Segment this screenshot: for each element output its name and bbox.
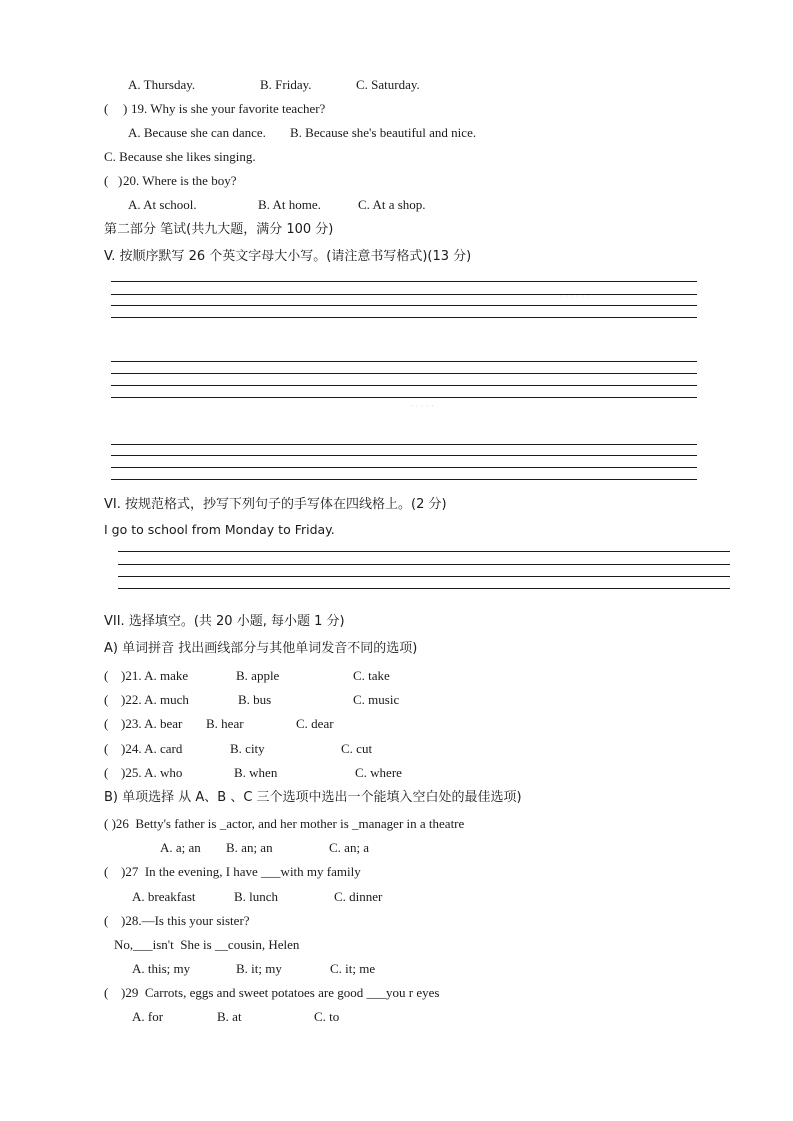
option-b: B. apple bbox=[236, 668, 280, 683]
section5-heading: V. 按顺序默写 26 个英文字母大小写。(请注意书写格式)(13 分) bbox=[104, 249, 472, 264]
answer-paren-open: ( bbox=[104, 101, 109, 116]
grid-line bbox=[111, 385, 697, 386]
option-c: C. dear bbox=[296, 716, 334, 731]
option-c: C. music bbox=[353, 692, 400, 707]
grid-line bbox=[111, 373, 697, 374]
answer-paren-open: ( bbox=[104, 173, 109, 188]
q18-option-c: C. Saturday. bbox=[356, 77, 420, 92]
answer-paren-close: ) bbox=[123, 101, 128, 116]
grid-line bbox=[118, 564, 730, 565]
grid-line bbox=[111, 294, 697, 295]
option-b: B. at bbox=[217, 1009, 242, 1024]
answer-paren-open: ( bbox=[104, 985, 109, 1000]
grid-line bbox=[111, 305, 697, 306]
grid-line bbox=[111, 281, 697, 282]
option-b: B. hear bbox=[206, 716, 244, 731]
grid-line bbox=[118, 576, 730, 577]
option-c: C. to bbox=[314, 1009, 340, 1024]
option-b: B. an; an bbox=[226, 840, 273, 855]
question-stem-line2: No,___isn't She is __cousin, Helen bbox=[114, 937, 300, 952]
option-b: B. when bbox=[234, 765, 278, 780]
section7-partB-heading: B) 单项选择 从 A、B 、C 三个选项中选出一个能填入空白处的最佳选项) bbox=[104, 790, 522, 805]
option-a: A. this; my bbox=[132, 961, 191, 976]
q20-option-b: B. At home. bbox=[258, 197, 321, 212]
option-a: A. breakfast bbox=[132, 889, 196, 904]
option-a: A. a; an bbox=[160, 840, 201, 855]
q20-option-a: A. At school. bbox=[128, 197, 197, 212]
answer-paren-close: ) bbox=[118, 173, 123, 188]
q18-option-b: B. Friday. bbox=[260, 77, 312, 92]
question-stem: )28.—Is this your sister? bbox=[121, 913, 250, 928]
grid-line bbox=[111, 455, 697, 456]
grid-line bbox=[118, 588, 730, 589]
q19-option-b: B. Because she's beautiful and nice. bbox=[290, 125, 477, 140]
copy-sentence: I go to school from Monday to Friday. bbox=[104, 522, 335, 537]
bleed-through: · · · · · · bbox=[560, 291, 590, 301]
question-stem: )21. A. make bbox=[121, 668, 189, 683]
grid-line bbox=[111, 467, 697, 468]
option-c: C. it; me bbox=[330, 961, 376, 976]
grid-line bbox=[111, 361, 697, 362]
option-c: C. cut bbox=[341, 741, 373, 756]
option-c: C. take bbox=[353, 668, 390, 683]
option-a: A. for bbox=[132, 1009, 164, 1024]
option-b: B. bus bbox=[238, 692, 272, 707]
grid-line bbox=[111, 479, 697, 480]
question-stem: )25. A. who bbox=[121, 765, 183, 780]
q19-option-a: A. Because she can dance. bbox=[128, 125, 266, 140]
answer-paren-open: ( bbox=[104, 692, 109, 707]
question-stem: )23. A. bear bbox=[121, 716, 183, 731]
q20-stem: 20. Where is the boy? bbox=[123, 173, 237, 188]
question-stem: )27 In the evening, I have ___with my family bbox=[121, 864, 361, 879]
answer-paren-open: ( bbox=[104, 668, 109, 683]
part2-heading: 第二部分 笔试(共九大题，满分 100 分) bbox=[104, 222, 334, 237]
question-stem: )29 Carrots, eggs and sweet potatoes are good ___you r eyes bbox=[121, 985, 440, 1000]
grid-line bbox=[111, 397, 697, 398]
option-b: B. it; my bbox=[236, 961, 282, 976]
question-stem: ( )26 Betty's father is _actor, and her mother is _manager in a theatre bbox=[104, 816, 465, 831]
option-b: B. lunch bbox=[234, 889, 279, 904]
section6-heading: VI. 按规范格式，抄写下列句子的手写体在四线格上。(2 分) bbox=[104, 497, 447, 512]
section7-heading: VII. 选择填空。(共 20 小题, 每小题 1 分) bbox=[104, 614, 345, 629]
question-stem: )22. A. much bbox=[121, 692, 189, 707]
answer-paren-open: ( bbox=[104, 716, 109, 731]
option-c: C. dinner bbox=[334, 889, 383, 904]
grid-line bbox=[111, 444, 697, 445]
grid-line bbox=[111, 317, 697, 318]
q19-option-c: C. Because she likes singing. bbox=[104, 149, 256, 164]
section7-partA-heading: A) 单词拼音 找出画线部分与其他单词发音不同的选项) bbox=[104, 641, 418, 656]
q18-option-a: A. Thursday. bbox=[128, 77, 196, 92]
answer-paren-open: ( bbox=[104, 741, 109, 756]
bleed-through: · · · · · bbox=[410, 401, 434, 411]
answer-paren-open: ( bbox=[104, 864, 109, 879]
question-stem: )24. A. card bbox=[121, 741, 183, 756]
answer-paren-open: ( bbox=[104, 765, 109, 780]
q19-stem: 19. Why is she your favorite teacher? bbox=[131, 101, 326, 116]
answer-paren-open: ( bbox=[104, 913, 109, 928]
option-c: C. where bbox=[355, 765, 402, 780]
q20-option-c: C. At a shop. bbox=[358, 197, 426, 212]
grid-line bbox=[118, 551, 730, 552]
option-c: C. an; a bbox=[329, 840, 370, 855]
option-b: B. city bbox=[230, 741, 265, 756]
